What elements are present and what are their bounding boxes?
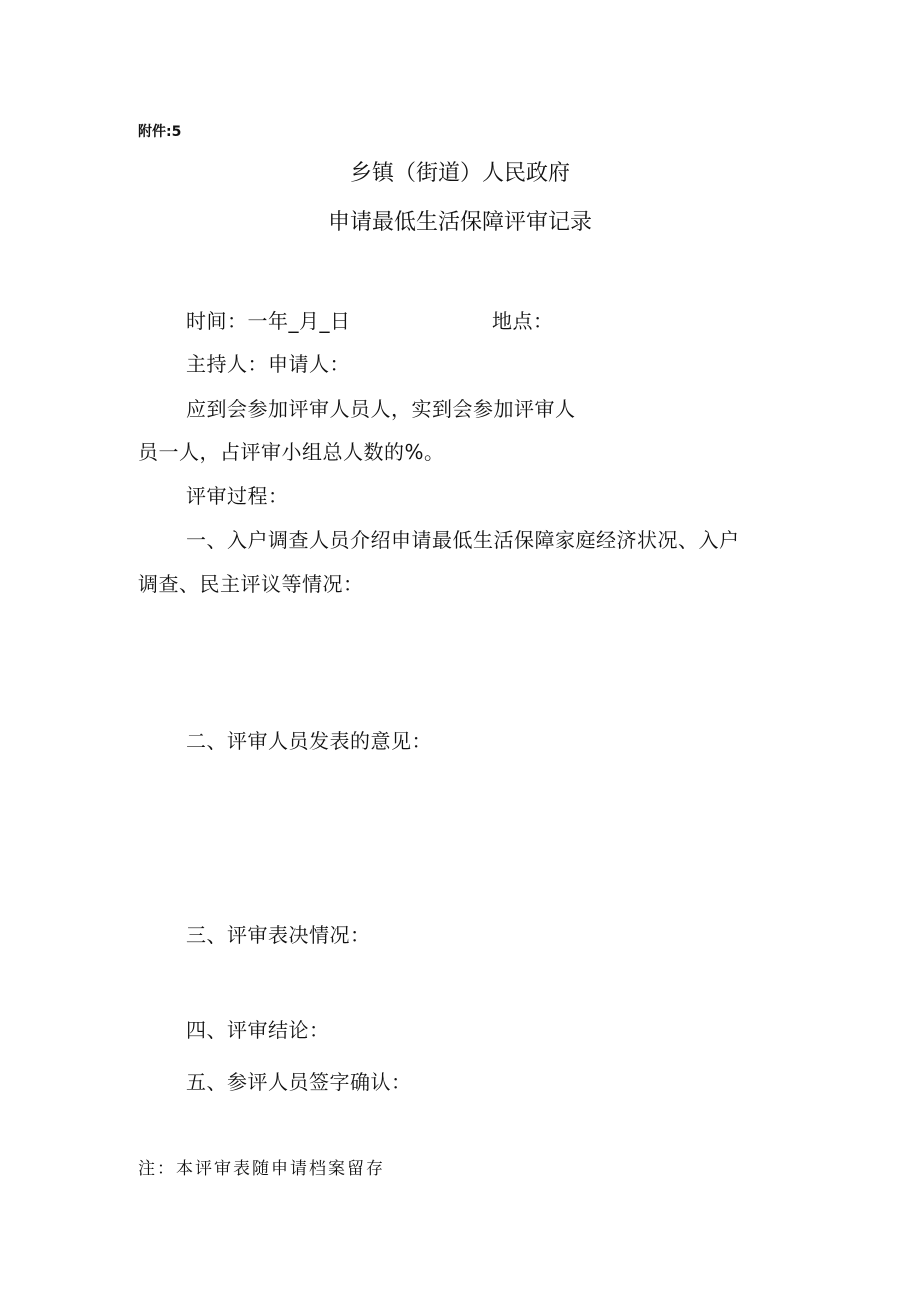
document-title-line-2: 申请最低生活保障评审记录 xyxy=(327,210,592,235)
process-item-4: 四、评审结论： xyxy=(186,1018,330,1042)
process-item-1-line-2: 调查、民主评议等情况： xyxy=(138,572,364,596)
review-process-heading: 评审过程： xyxy=(186,484,289,508)
process-item-3: 三、评审表决情况： xyxy=(186,923,371,947)
meeting-time: 时间：一年_月_日 xyxy=(186,309,351,333)
attachment-label: 附件:5 xyxy=(138,124,182,140)
meeting-place: 地点： xyxy=(492,309,554,333)
host-applicant-line: 主持人：申请人： xyxy=(186,352,350,376)
footer-note: 注：本评审表随申请档案留存 xyxy=(138,1159,385,1179)
process-item-5: 五、参评人员签字确认： xyxy=(186,1070,412,1094)
process-item-2: 二、评审人员发表的意见： xyxy=(186,729,432,753)
attendance-line-1: 应到会参加评审人员人，实到会参加评审人 xyxy=(186,397,576,421)
attendance-line-2: 员一人，占评审小组总人数的%。 xyxy=(138,440,445,464)
process-item-1-line-1: 一、入户调查人员介绍申请最低生活保障家庭经济状况、入户 xyxy=(186,528,740,552)
document-title-line-1: 乡镇（街道）人民政府 xyxy=(349,161,570,186)
